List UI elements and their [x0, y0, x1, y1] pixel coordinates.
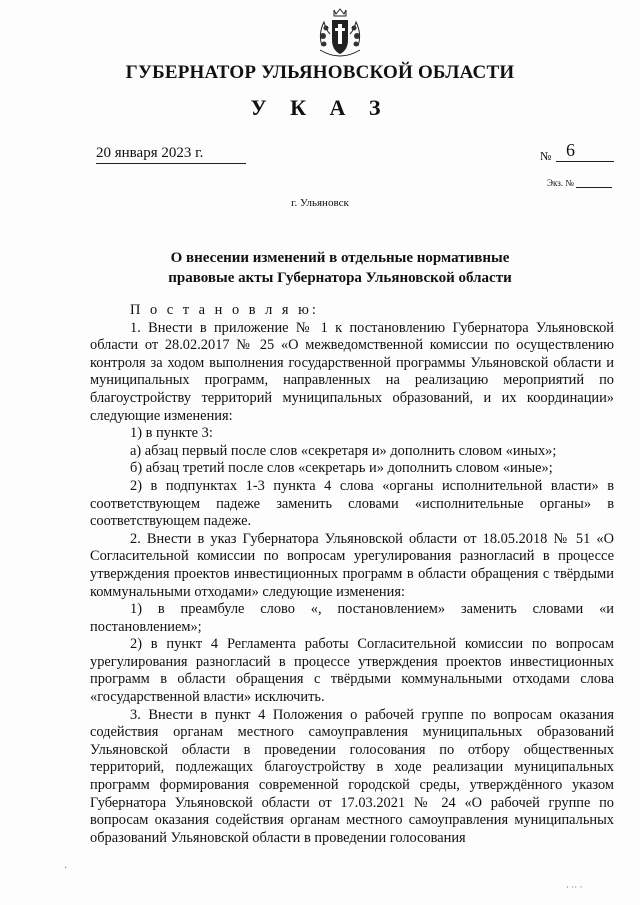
- paragraph: 2) в пункт 4 Регламента работы Согласительной комиссии по вопросам урегулирования разногласий в процессе утверждения проектов инвестиционных программ в области обращения с твёрдыми коммунальными отходами слова «государственной власти» исключить.: [90, 636, 614, 706]
- copy-number-label: Экз. №: [547, 178, 574, 188]
- subject-line-1: О внесении изменений в отдельные нормативные: [170, 250, 510, 266]
- decree-subject: [120, 248, 560, 288]
- paragraph: 1. Внести в приложение № 1 к постановлению Губернатора Ульяновской области от 28.02.2017 № 25 «О межведомственной комиссии по осуществлению контроля за ходом выполнения государственной программы Ульяновской области и муниципальных программ, направленных на реализацию мероприятий по благоустройству территорий муниципальных образований, и их координации» следующие изменения:: [90, 319, 614, 424]
- scan-mark: · ·· ·: [566, 882, 583, 892]
- document-type-title: У К А З: [250, 95, 390, 120]
- decree-number: 6: [566, 140, 575, 160]
- decree-date: 20 января 2023 г.: [96, 145, 204, 161]
- decree-body: [90, 302, 614, 847]
- resolve-phrase: П о с т а н о в л я ю:: [130, 302, 319, 318]
- coat-of-arms-emblem: [312, 6, 368, 66]
- number-label: №: [540, 149, 552, 163]
- paragraph: 1) в пункте 3:: [130, 425, 213, 442]
- paragraph: 3. Внести в пункт 4 Положения о рабочей группе по вопросам оказания содействия органам местного самоуправления муниципальных образований Ульяновской области в проведении голосования по отбору общественных территорий, подлежащих благоустройству в ходе реализации муниципальных программ формирования современной городской среды, утверждённого указом Губернатора Ульяновской области от 17.03.2021 № 24 «О рабочей группе по вопросам оказания содействия органам местного самоуправления муниципальных образований Ульяновской области в проведении голосования: [90, 706, 614, 846]
- organization-title: ГУБЕРНАТОР УЛЬЯНОВСКОЙ ОБЛАСТИ: [125, 62, 515, 83]
- city: г. Ульяновск: [291, 197, 349, 209]
- paragraph: а) абзац первый после слов «секретаря и» дополнить словом «иных»;: [130, 442, 557, 459]
- paragraph: 2) в подпунктах 1-3 пункта 4 слова «органы исполнительной власти» в соответствующем падеже заменить словами «исполнительные органы» в соответствующем падеже.: [90, 477, 614, 530]
- date-underline: [96, 163, 246, 164]
- paragraph: 1) в преамбуле слово «, постановлением» заменить словами «и постановлением»;: [90, 601, 614, 635]
- paragraph: б) абзац третий после слов «секретарь и» дополнить словом «иные»;: [130, 460, 553, 477]
- copy-number-underline: [576, 187, 612, 188]
- subject-line-2: правовые акты Губернатора Ульяновской области: [168, 270, 512, 286]
- paragraph: 2. Внести в указ Губернатора Ульяновской области от 18.05.2018 № 51 «О Согласительной комиссии по вопросам урегулирования разногласий в процессе утверждения проектов инвестиционных программ в области обращения с твёрдыми коммунальными отходами» следующие изменения:: [90, 530, 614, 600]
- number-underline: [556, 161, 614, 162]
- scan-mark: ·: [64, 863, 68, 874]
